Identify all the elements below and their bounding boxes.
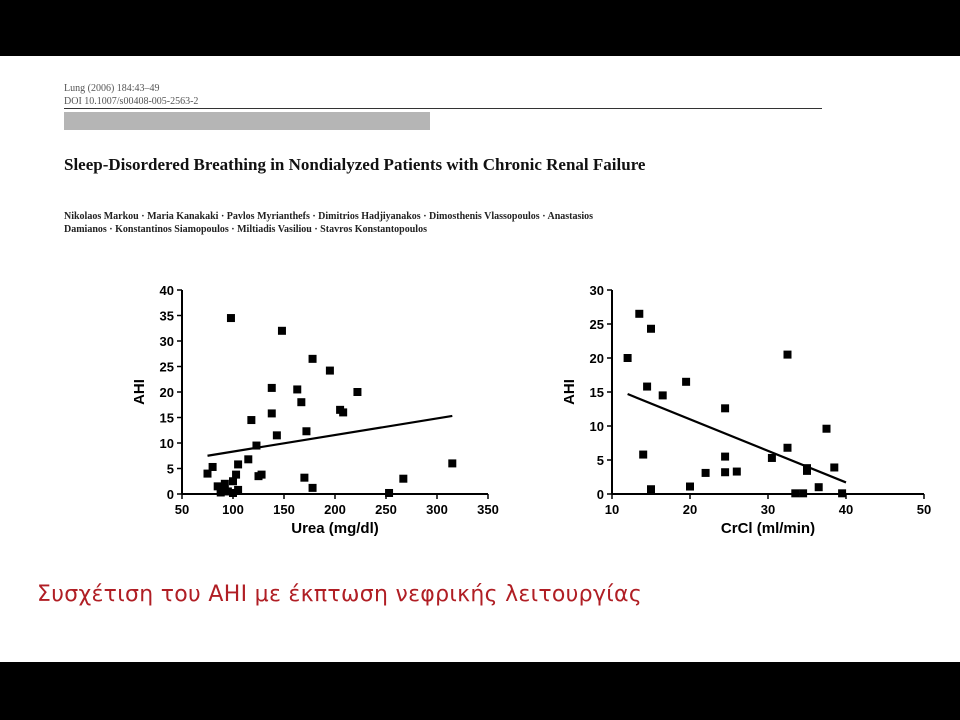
- doi-line: DOI 10.1007/s00408-005-2563-2: [64, 96, 199, 107]
- journal-citation: [64, 82, 198, 108]
- crcl-chart-data-point: [768, 454, 776, 462]
- crcl-chart-data-point: [823, 425, 831, 433]
- urea-chart-data-point: [399, 475, 407, 483]
- urea-chart-x-tick-label: 350: [477, 502, 499, 517]
- bottom-letterbox: [0, 662, 960, 720]
- urea-chart-data-point: [353, 388, 361, 396]
- urea-chart-x-tick-label: 100: [222, 502, 244, 517]
- crcl-chart-data-point: [791, 489, 799, 497]
- urea-chart-data-point: [247, 416, 255, 424]
- urea-chart-data-point: [300, 474, 308, 482]
- urea-chart-data-point: [302, 427, 310, 435]
- urea-chart-data-point: [258, 471, 266, 479]
- crcl-chart-x-axis-label: CrCl (ml/min): [720, 520, 816, 537]
- urea-chart-y-tick-label: 40: [159, 283, 174, 298]
- crcl-chart-data-point: [639, 451, 647, 459]
- urea-chart-y-tick-label: 20: [159, 385, 174, 400]
- urea-chart-data-point: [278, 327, 286, 335]
- crcl-chart-y-tick-label: 20: [589, 351, 604, 366]
- urea-chart-y-tick-label: 35: [159, 308, 174, 324]
- crcl-chart-data-point: [815, 483, 823, 491]
- crcl-chart-data-point: [635, 310, 643, 318]
- urea-chart-y-tick-label: 15: [159, 410, 174, 426]
- crcl-chart-data-point: [721, 468, 729, 476]
- slide-caption: Συσχέτιση του AHI με έκπτωση νεφρικής λειτουργίας: [37, 582, 643, 607]
- urea-chart-data-point: [339, 408, 347, 416]
- urea-chart-data-point: [227, 314, 235, 322]
- top-letterbox: [0, 0, 960, 56]
- urea-chart-data-point: [217, 488, 225, 496]
- crcl-chart-data-point: [733, 468, 741, 476]
- crcl-chart-data-point: [830, 463, 838, 471]
- urea-chart-data-point: [309, 355, 317, 363]
- urea-chart-data-point: [297, 398, 305, 406]
- crcl-chart-y-tick-label: 0: [596, 487, 604, 502]
- crcl-chart-y-tick-label: 10: [589, 419, 604, 434]
- crcl-chart-data-point: [838, 489, 846, 497]
- crcl-chart-x-tick-label: 40: [838, 502, 854, 517]
- urea-chart-y-tick-label: 5: [166, 461, 174, 477]
- urea-chart-data-point: [309, 484, 317, 492]
- urea-chart-trendline: [208, 416, 453, 456]
- header-rule: [64, 108, 822, 109]
- slide: [0, 56, 960, 662]
- urea-chart-data-point: [448, 459, 456, 467]
- urea-chart-data-point: [221, 480, 229, 488]
- urea-chart-data-point: [232, 471, 240, 479]
- crcl-chart-data-point: [647, 485, 655, 493]
- urea-chart-data-point: [268, 409, 276, 417]
- crcl-chart-x-tick-label: 30: [760, 502, 776, 517]
- paper-title: Sleep-Disordered Breathing in Nondialyzed Patients with Chronic Renal Failure: [64, 155, 646, 174]
- crcl-chart-data-point: [799, 489, 807, 497]
- crcl-chart-data-point: [643, 383, 651, 391]
- urea-chart-y-tick-label: 10: [159, 436, 174, 451]
- journal-line: Lung (2006) 184:43–49: [64, 83, 160, 94]
- urea-chart-x-tick-label: 250: [375, 502, 397, 517]
- paper-header-image: [0, 56, 960, 266]
- paper-authors: Nikolaos Markou · Maria Kanakaki · Pavlos Myrianthefs · Dimitrios Hadjiyanakos · Dimosthenis Vlassopoulos · Anastasios Damianos · Konstantinos Siamopoulos · Miltiadis Vasiliou · Stavros Konstantopoulos: [64, 211, 594, 235]
- crcl-chart-x-tick-label: 20: [682, 502, 698, 517]
- urea-chart-data-point: [209, 463, 217, 471]
- urea-chart-x-tick-label: 300: [426, 502, 448, 517]
- urea-chart-x-tick-label: 200: [324, 502, 346, 517]
- urea-chart-data-point: [385, 489, 393, 497]
- crcl-chart-x-tick-label: 50: [916, 502, 932, 517]
- crcl-chart-data-point: [803, 467, 811, 475]
- crcl-chart-data-point: [721, 453, 729, 461]
- urea-chart-data-point: [326, 367, 334, 375]
- crcl-chart-data-point: [624, 354, 632, 362]
- urea-chart-data-point: [273, 431, 281, 439]
- urea-chart-x-tick-label: 150: [273, 502, 295, 517]
- urea-chart-data-point: [252, 442, 260, 450]
- crcl-ahi-scatter-chart: [548, 278, 940, 550]
- crcl-chart-y-tick-label: 25: [589, 317, 604, 332]
- crcl-chart-data-point: [721, 404, 729, 412]
- urea-chart-y-tick-label: 25: [159, 359, 174, 375]
- crcl-chart-data-point: [784, 444, 792, 452]
- crcl-chart-data-point: [686, 483, 694, 491]
- urea-chart-y-tick-label: 0: [166, 487, 174, 502]
- urea-chart-x-axis-label: Urea (mg/dl): [291, 520, 379, 537]
- crcl-chart-y-tick-label: 30: [589, 283, 604, 298]
- urea-chart-data-point: [268, 384, 276, 392]
- urea-chart-data-point: [234, 486, 242, 494]
- urea-chart-y-tick-label: 30: [159, 334, 174, 349]
- crcl-chart-data-point: [784, 351, 792, 359]
- crcl-chart-y-axis-label: AHI: [561, 379, 578, 405]
- crcl-chart-y-tick-label: 15: [589, 385, 604, 400]
- urea-chart-data-point: [244, 455, 252, 463]
- crcl-chart-y-tick-label: 5: [596, 453, 604, 468]
- urea-chart-x-tick-label: 50: [174, 502, 190, 517]
- crcl-chart-data-point: [647, 325, 655, 333]
- crcl-chart-x-tick-label: 10: [604, 502, 620, 517]
- urea-ahi-scatter-chart: [120, 278, 500, 550]
- urea-chart-data-point: [293, 385, 301, 393]
- crcl-chart-data-point: [702, 469, 710, 477]
- crcl-chart-data-point: [682, 378, 690, 386]
- header-grey-bar: [64, 112, 430, 130]
- urea-chart-data-point: [234, 460, 242, 468]
- urea-chart-y-axis-label: AHI: [131, 379, 148, 405]
- crcl-chart-data-point: [659, 391, 667, 399]
